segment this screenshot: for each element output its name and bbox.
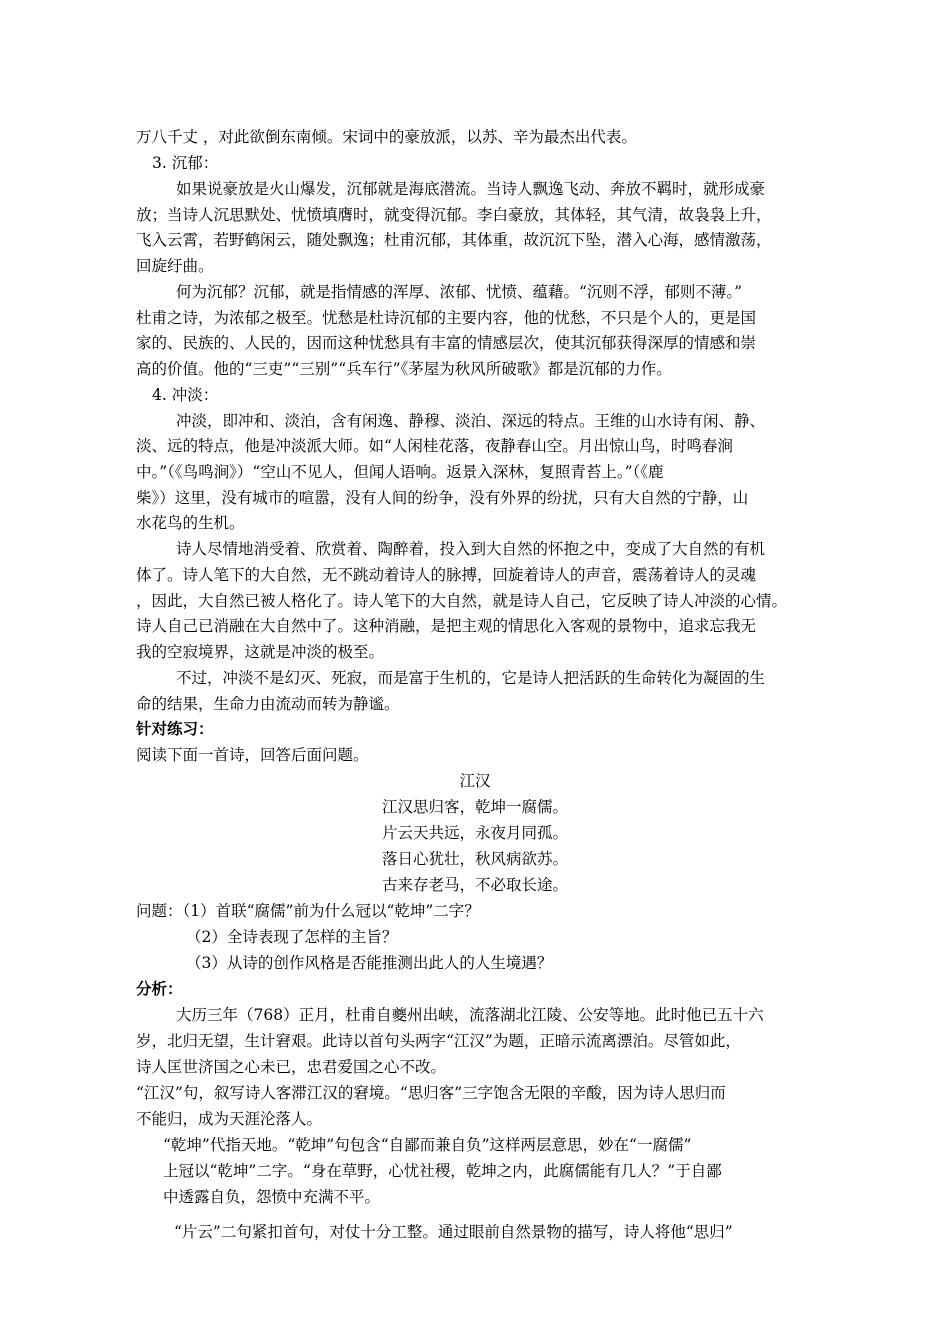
poem-title: 江汉 [459,772,491,790]
section-heading-3: 3. 沉郁： [152,154,219,172]
text-line: 诗人尽情地消受着、欣赏着、陶醉着，投入到大自然的怀抱之中，变成了大自然的有机 [176,540,766,558]
poem-line: 古来存老马，不必取长途。 [381,876,568,894]
text-line: “江汉”句，叙写诗人客滞江汉的窘境。“思归客”三字饱含无限的辛酸，因为诗人思归而 [136,1084,726,1102]
poem-line: 江汉思归客，乾坤一腐儒。 [381,798,568,816]
text-line: 柴》）这里，没有城市的喧嚣，没有人间的纷争，没有外界的纷扰，只有大自然的宁静，山 [136,489,749,507]
text-line: ，因此，大自然已被人格化了。诗人笔下的大自然，就是诗人自己，它反映了诗人冲淡的心情。 [136,592,788,610]
text-line: “乾坤”代指天地。“乾坤”句包含“自鄙而兼自负”这样两层意思，妙在“一腐儒” [163,1136,692,1154]
text-line: 我的空寂境界，这就是冲淡的极至。 [136,643,385,661]
text-line: 万八千丈 ，对此欲倒东南倾。宋词中的豪放派，以苏、辛为最杰出代表。 [136,128,637,146]
text-line: 回旋纡曲。 [136,257,214,275]
text-line: 不过，冲淡不是幻灭、死寂，而是富于生机的，它是诗人把活跃的生命转化为凝固的生 [176,669,766,687]
text-line: 淡、远的特点，他是冲淡派大师。如“人闲桂花落，夜静春山空。月出惊山鸟，时鸣春涧 [136,437,733,455]
text-line: 何为沉郁？沉郁，就是指情感的浑厚、浓郁、忧愤、蕴藉。“沉则不浮，郁则不薄。” [176,283,743,301]
poem-line: 片云天共远，永夜月同孤。 [381,824,568,842]
text-line: 不能归，成为天涯沦落人。 [136,1110,323,1128]
section-heading-4: 4. 冲淡： [152,386,219,404]
text-line: 家的、民族的、人民的，因而这种忧愁具有丰富的情感层次，使其沉郁获得深厚的情感和崇 [136,334,757,352]
text-line: “片云”二句紧扣首句，对仗十分工整。通过眼前自然景物的描写，诗人将他“思归” [174,1223,733,1241]
text-line: 如果说豪放是火山爆发，沉郁就是海底潜流。当诗人飘逸飞动、奔放不羁时，就形成豪 [176,180,766,198]
text-line: 命的结果，生命力由流动而转为静谧。 [136,695,400,713]
poem-line: 落日心犹壮，秋风病欲苏。 [381,850,568,868]
question-1: 问题：（1）首联“腐儒”前为什么冠以“乾坤”二字？ [136,902,480,920]
text-line: 诗人匡世济国之心未已，忠君爱国之心不改。 [136,1058,447,1076]
question-3: （3）从诗的创作风格是否能推测出此人的人生境遇？ [186,954,553,972]
analysis-heading: 分析： [136,980,183,998]
practice-heading: 针对练习： [136,720,214,738]
text-line: 冲淡，即冲和、淡泊，含有闲逸、静穆、淡泊、深远的特点。王维的山水诗有闲、静、 [176,412,766,430]
text-line: 杜甫之诗，为浓郁之极至。忧愁是杜诗沉郁的主要内容，他的忧愁，不只是个人的，更是国 [136,309,757,327]
question-2: （2）全诗表现了怎样的主旨？ [186,928,398,946]
text-line: 上冠以“乾坤”二字。“身在草野，心忧社稷，乾坤之内，此腐儒能有几人？”于自鄙 [163,1162,722,1180]
text-line: 中。”（《鸟鸣涧》）“空山不见人，但闻人语响。返景入深林，复照青苔上。”（《鹿 [136,463,664,481]
text-line: 诗人自己已消融在大自然中了。这种消融，是把主观的情思化入客观的景物中，追求忘我无 [136,617,757,635]
text-line: 体了。诗人笔下的大自然，无不跳动着诗人的脉搏，回旋着诗人的声音，震荡着诗人的灵魂 [136,566,757,584]
text-line: 中透露自负，怨愤中充满不平。 [163,1188,381,1206]
text-line: 放；当诗人沉思默处、忧愤填膺时，就变得沉郁。李白豪放，其体轻，其气清，故袅袅上升， [136,206,772,224]
text-line: 高的价值。他的“三吏”“三别”“兵车行”《茅屋为秋风所破歌》都是沉郁的力作。 [136,360,672,378]
text-line: 阅读下面一首诗，回答后面问题。 [136,746,369,764]
text-line: 飞入云霄，若野鹤闲云，随处飘逸；杜甫沉郁，其体重，故沉沉下坠，潜入心海，感情激荡， [136,231,772,249]
text-line: 水花鸟的生机。 [136,514,245,532]
text-line: 岁，北归无望，生计窘艰。此诗以首句头两字“江汉”为题，正暗示流离漂泊。尽管如此， [136,1032,741,1050]
text-line: 大历三年（768）正月，杜甫自夔州出峡，流落湖北江陵、公安等地。此时他已五十六 [176,1006,764,1024]
